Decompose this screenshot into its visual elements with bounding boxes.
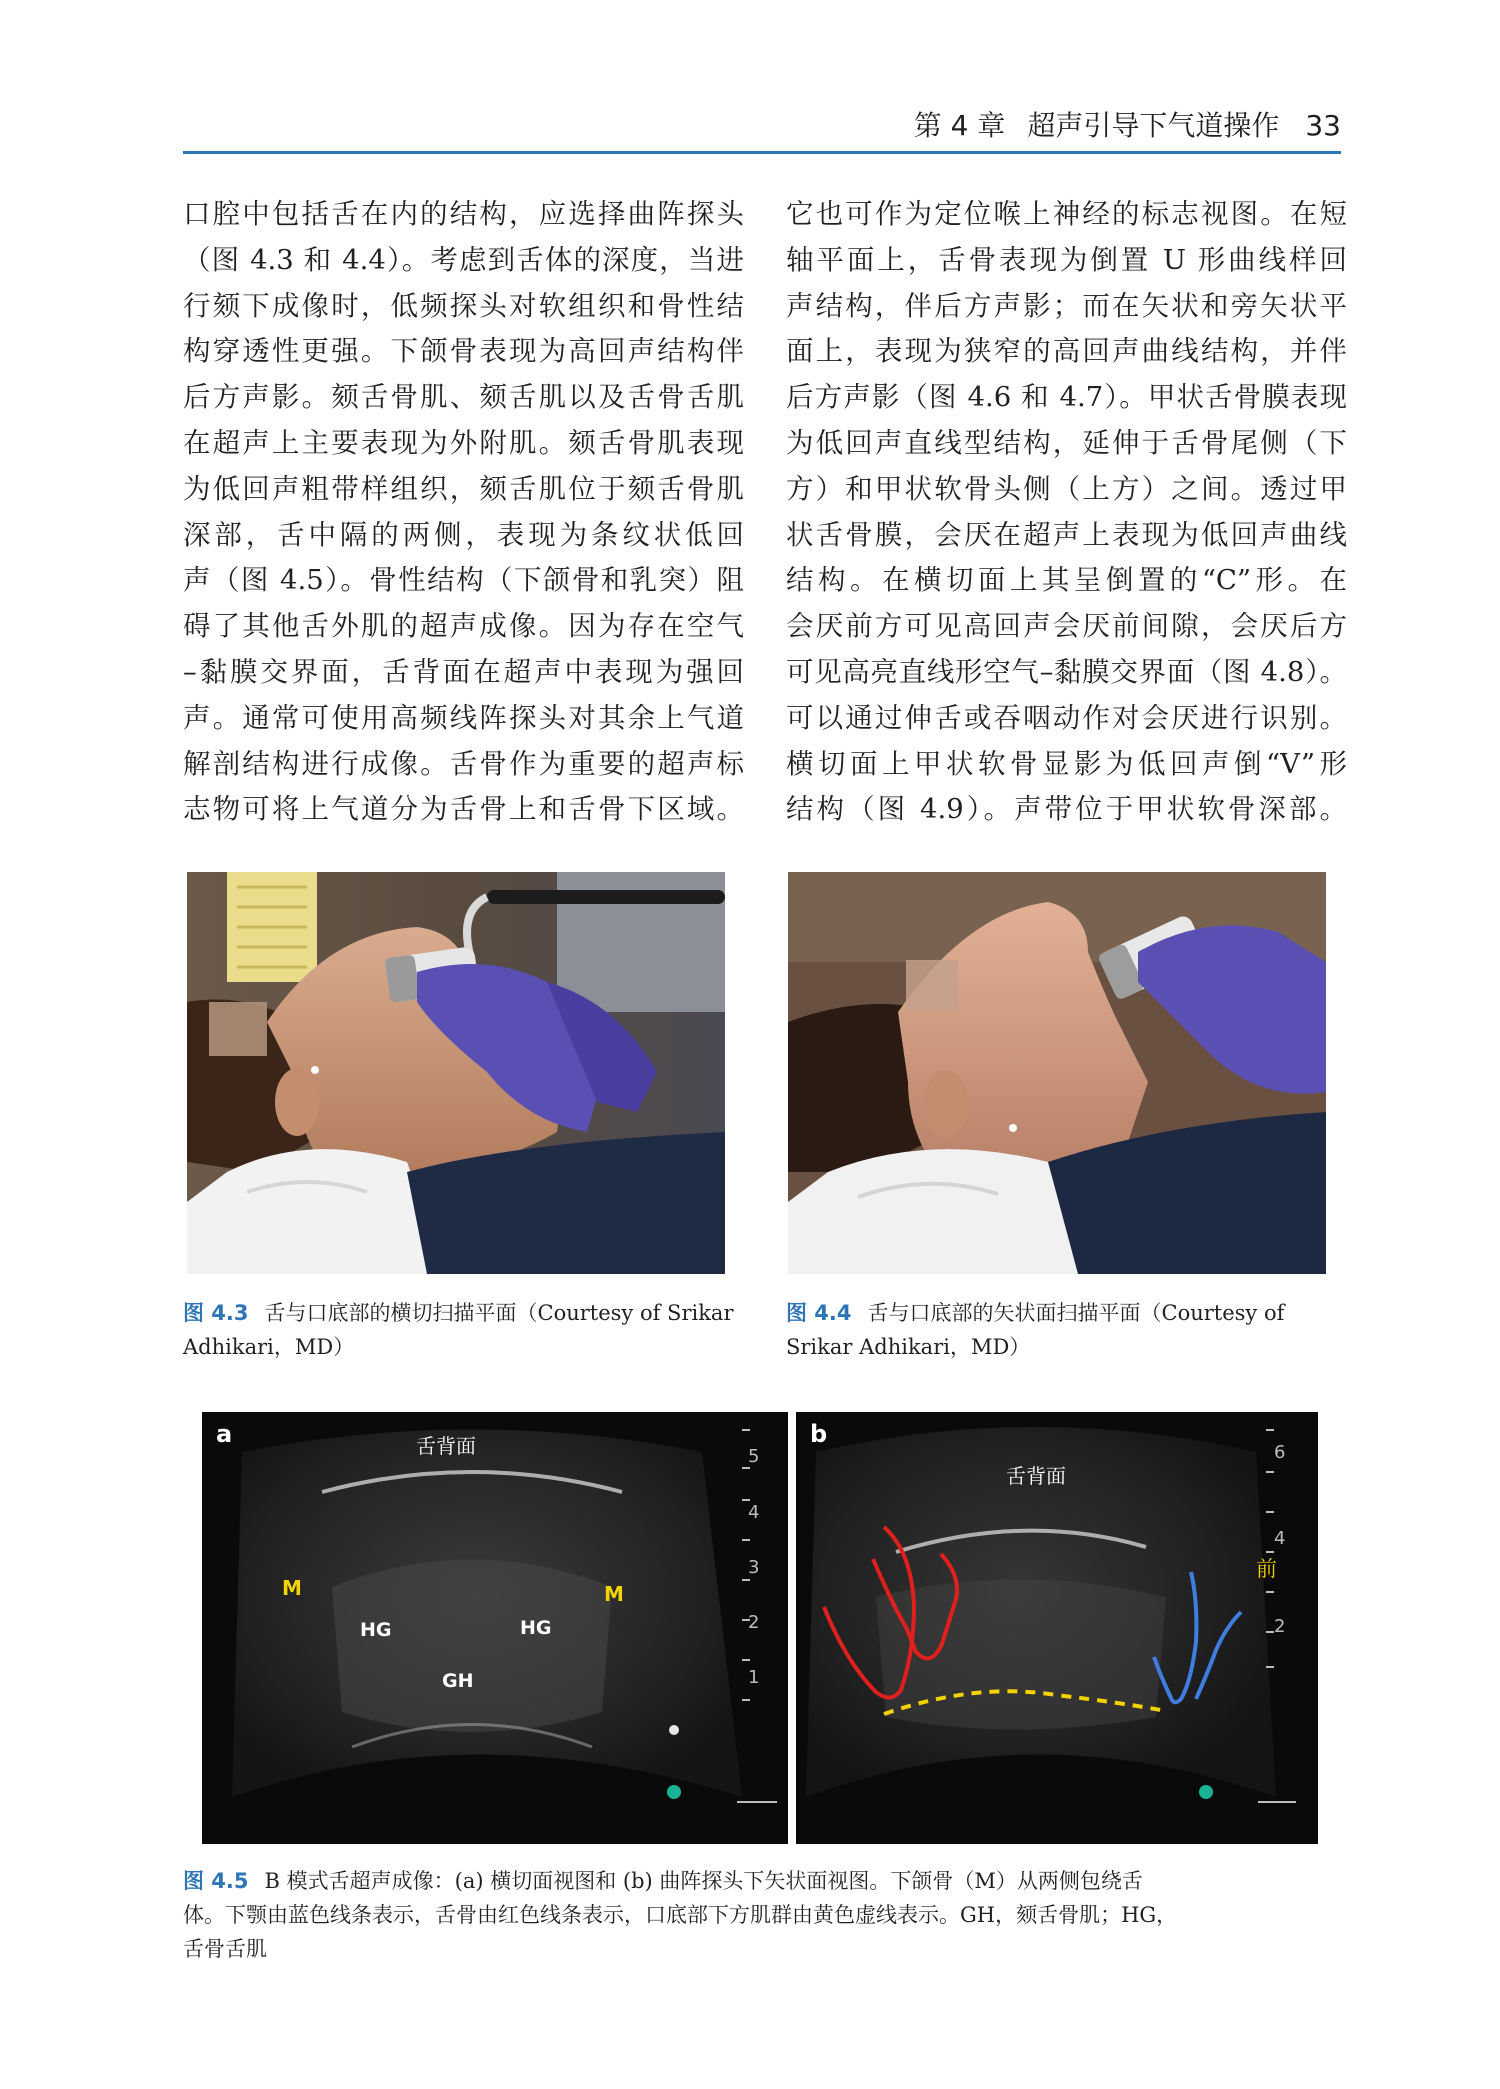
text-line: 声结构，伴后方声影；而在矢状和旁矢状平 (786, 289, 1347, 322)
text-line: 方）和甲状软骨头侧（上方）之间。透过甲 (786, 472, 1347, 505)
text-line: 状舌骨膜，会厌在超声上表现为低回声曲线 (786, 518, 1347, 551)
text-line: 声。通常可使用高频线阵探头对其余上气道 (183, 701, 744, 734)
right-text-column (786, 192, 1347, 833)
figure-4-5-caption (183, 1864, 1341, 1966)
text-line: 轴平面上，舌骨表现为倒置 U 形曲线样回 (786, 243, 1347, 276)
sagittal-scan-photo (788, 872, 1326, 1274)
hyoglossus-label-right: HG (520, 1617, 552, 1639)
depth-scale-tick: 4 (1274, 1528, 1286, 1549)
chapter-title: 超声引导下气道操作 (1027, 109, 1280, 142)
text-line last: 结构（图 4.9）。声带位于甲状软骨深部。 (786, 793, 1347, 826)
text-line: 它也可作为定位喉上神经的标志视图。在短 (786, 198, 1347, 230)
text-line: 志物可将上气道分为舌骨上和舌骨下区域。 (183, 793, 744, 826)
running-header (183, 104, 1341, 148)
text-line: 行颏下成像时，低频探头对软组织和骨性结 (183, 289, 744, 322)
text-line: 为低回声直线型结构，延伸于舌骨尾侧（下 (786, 426, 1347, 459)
caption-text: 舌与口底部的横切扫描平面（Courtesy of Srikar (264, 1301, 734, 1325)
anterior-label: 前 (1256, 1557, 1277, 1581)
depth-scale-tick: 2 (748, 1612, 760, 1633)
figure-4-3-caption (183, 1296, 743, 1364)
text-line: 后方声影。颏舌骨肌、颏舌肌以及舌骨舌肌 (183, 381, 744, 414)
tongue-dorsum-label: 舌背面 (416, 1434, 476, 1458)
depth-scale-tick: 4 (748, 1502, 760, 1523)
transverse-ultrasound-image (202, 1412, 788, 1844)
header-text (914, 104, 1341, 144)
hyoglossus-label-left: HG (360, 1619, 392, 1641)
caption-text: Srikar Adhikari，MD） (786, 1335, 1031, 1359)
text-line: –黏膜交界面，舌背面在超声中表现为强回 (183, 655, 744, 688)
text-line: 构穿透性更强。下颌骨表现为高回声结构伴 (183, 335, 744, 368)
depth-scale-tick: 6 (1274, 1442, 1286, 1463)
depth-scale-tick: 3 (748, 1557, 760, 1578)
figure-4-4-caption (786, 1296, 1346, 1364)
depth-scale-tick: 5 (748, 1446, 760, 1467)
ultrasound-panel-a (202, 1412, 788, 1844)
text-line: 深部，舌中隔的两侧，表现为条纹状低回 (183, 518, 744, 551)
text-line: 后方声影（图 4.6 和 4.7）。甲状舌骨膜表现 (786, 381, 1347, 414)
panel-letter: b (810, 1420, 828, 1448)
figure-label: 图 4.3 (183, 1301, 249, 1325)
caption-text: 舌骨舌肌 (183, 1937, 267, 1961)
caption-text: Adhikari，MD） (183, 1335, 355, 1359)
caption-text: 体。下颚由蓝色线条表示，舌骨由红色线条表示，口底部下方肌群由黄色虚线表示。GH，颏舌骨肌；HG， (183, 1903, 1178, 1927)
caption-text: 舌与口底部的矢状面扫描平面（Courtesy of (867, 1301, 1285, 1325)
tongue-dorsum-label: 舌背面 (1006, 1464, 1066, 1488)
left-text-column (183, 192, 744, 833)
panel-letter: a (216, 1420, 233, 1448)
text-line: 结构。在横切面上其呈倒置的“C”形。在 (786, 564, 1347, 597)
page-number: 33 (1305, 109, 1341, 142)
figure-4-3-photo (187, 872, 725, 1274)
ultrasound-panel-b (796, 1412, 1318, 1844)
text-line: 碍了其他舌外肌的超声成像。因为存在空气 (183, 610, 744, 643)
text-line: 为低回声粗带样组织，颏舌肌位于颏舌骨肌 (183, 472, 744, 505)
text-line: 面上，表现为狭窄的高回声曲线结构，并伴 (786, 335, 1347, 368)
caption-text: B 模式舌超声成像：(a) 横切面视图和 (b) 曲阵探头下矢状面视图。下颌骨（M）从两侧包绕舌 (264, 1869, 1143, 1893)
figure-4-4-photo (788, 872, 1326, 1274)
header-rule (183, 151, 1341, 154)
text-line: 解剖结构进行成像。舌骨作为重要的超声标 (183, 747, 744, 780)
text-line: 在超声上主要表现为外附肌。颏舌骨肌表现 (183, 426, 744, 459)
mandible-label-left: M (282, 1576, 302, 1600)
depth-scale-tick: 2 (1274, 1616, 1286, 1637)
text-line: 声（图 4.5）。骨性结构（下颌骨和乳突）阻 (183, 564, 744, 597)
text-line: 口腔中包括舌在内的结构，应选择曲阵探头 (183, 198, 744, 230)
text-line: 可以通过伸舌或吞咽动作对会厌进行识别。 (786, 701, 1347, 734)
figure-label: 图 4.4 (786, 1301, 852, 1325)
mandible-label-right: M (604, 1582, 624, 1606)
text-line: 横切面上甲状软骨显影为低回声倒“V”形 (786, 747, 1347, 780)
chapter-number: 第 4 章 (913, 109, 1006, 142)
text-line: 会厌前方可见高回声会厌前间隙，会厌后方 (786, 610, 1347, 643)
figure-label: 图 4.5 (183, 1869, 249, 1893)
depth-scale-tick: 1 (748, 1667, 760, 1688)
geniohyoid-label: GH (442, 1670, 474, 1692)
text-line: （图 4.3 和 4.4）。考虑到舌体的深度，当进 (183, 243, 744, 276)
text-line: 可见高亮直线形空气–黏膜交界面（图 4.8）。 (786, 655, 1347, 688)
transverse-scan-photo (187, 872, 725, 1274)
